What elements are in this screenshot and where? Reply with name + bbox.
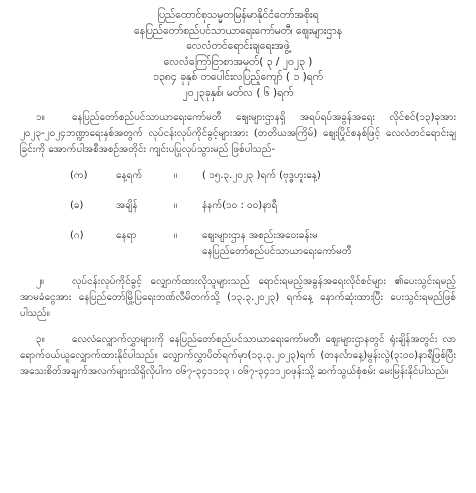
notice-header (20, 8, 456, 101)
schedule-item-label: နေရာ (116, 230, 137, 241)
schedule-item-date (20, 168, 456, 184)
schedule-item-separator: ။ (174, 200, 178, 211)
paragraph-3 (20, 332, 456, 380)
schedule-item-value (202, 228, 456, 260)
header-notice-number: လေလံကြော်ငြာစာအမှတ်( ၃ / ၂၀၂၃ ) (163, 55, 313, 68)
schedule-item-time (20, 198, 456, 214)
header-gregorian-date: ၂၀၂၃ခုနှစ်၊ မတ်လ ( ၆ )ရက် (182, 86, 294, 99)
schedule-item-number: (ခ) (70, 200, 84, 211)
header-board-line: လေလံတင်ရောင်းချရေးအဖွဲ့ (186, 40, 290, 52)
header-government-line: ပြည်ထောင်စုသမ္မတမြန်မာနိုင်ငံတော်အစိုးရ (157, 9, 319, 21)
paragraph-2-number: ၂။ (36, 276, 44, 287)
schedule-item-value-line: ဈေးများဌာန အစည်းအဝေးခန်းမ (202, 230, 318, 241)
schedule-item-venue (20, 228, 456, 260)
schedule-item-number: (က) (70, 170, 88, 181)
paragraph-3-text: လေလံလျှောက်လွှာများကို နေပြည်တော်စည်ပင်သာယာရေးကော်မတီ၊ ဈေးများဌာနတွင် ရုံးချိန်အတွင်း လာရောက်ဝယ်ယူလျှောက်ထားနိုင်ပါသည်။ လျှောက်လွှာပိတ်ရက်မှာ(၁၃.၃.၂၀၂၃)ရက် (တနင်္လာနေ့)မွန်းလွဲ(၃:၀၀)နာရီဖြစ်ပြီး အသေးစိတ်အချက်အလက်များသိရှိလိုပါက ၀၆၇-၃၄၁၁၁၃ ၊ ၀၆၇-၃၄၁၁၂၀ဖုန်းသို့ ဆက်သွယ်စုံစမ်း မေးမြန်းနိုင်ပါသည်။ (20, 334, 456, 377)
schedule-item-value (202, 198, 456, 214)
schedule-item-separator: ။ (174, 230, 178, 241)
schedule-item-number: (ဂ) (70, 230, 84, 241)
paragraph-2 (20, 274, 456, 322)
schedule-item-value-line: နေပြည်တော်စည်ပင်သာယာရေးကော်မတီ (202, 246, 352, 257)
schedule-item-value-line: နံနက်(၁၀ : ၀၀)နာရီ (202, 200, 278, 211)
schedule-item-label: အချိန် (116, 200, 138, 211)
paragraph-1-text: နေပြည်တော်စည်ပင်သာယာရေးကော်မတီ ဈေးများဌာနရှိ အရပ်ရပ်အခွန်အရေး လိုင်စင်(၁၃)ခုအား ၂၀၂၃-၂၀၂၄ဘဏ္ဍာရေးနှစ်အတွက် လုပ်ငန်းလုပ်ကိုင်ခွင့်များအား (တတိယအကြိမ်) ဈေးပြိုင်စနစ်ဖြင့် လေလံတင်ရောင်းချခြင်းကို အောက်ပါအစီအစဉ်အတိုင်း ကျင်းပပြုလုပ်သွားမည် ဖြစ်ပါသည်- (20, 112, 456, 155)
schedule-list (20, 168, 456, 260)
paragraph-2-text: လုပ်ငန်းလုပ်ကိုင်ခွင့် လျှောက်ထားလိုသူများသည် ရောင်းရမည့်အခွန်အရေးလိုင်စင်များ ၏ပေးသွင်းရမည့်အာမခံငွေအား နေပြည်တော်မြို့ပြရေးဘဏ်လီမိတက်သို့ (၁၃.၃.၂၀၂၃) ရက်နေ့ နောက်ဆုံးထားပြီး ပေးသွင်းရမည်ဖြစ်ပါသည်။ (20, 276, 456, 319)
header-committee-line: နေပြည်တော်စည်ပင်သာယာရေးကော်မတီ၊ ဈေးများဌာန (133, 24, 343, 37)
paragraph-3-number: ၃။ (36, 334, 45, 345)
schedule-item-separator: ။ (174, 170, 178, 181)
paragraph-1 (20, 110, 456, 158)
paragraph-1-number: ၁။ (36, 112, 45, 123)
schedule-item-label: နေ့ရက် (116, 170, 143, 181)
schedule-item-value (202, 168, 456, 184)
header-myanmar-date: ၁၃၈၄ ခုနှစ် တပေါင်းလပြည့်ကျော် ( ၁ )ရက် (153, 71, 323, 83)
schedule-item-value-line: ( ၁၅.၃.၂၀၂၃ )ရက် (ဗုဒ္ဓဟူးနေ့) (202, 170, 321, 181)
